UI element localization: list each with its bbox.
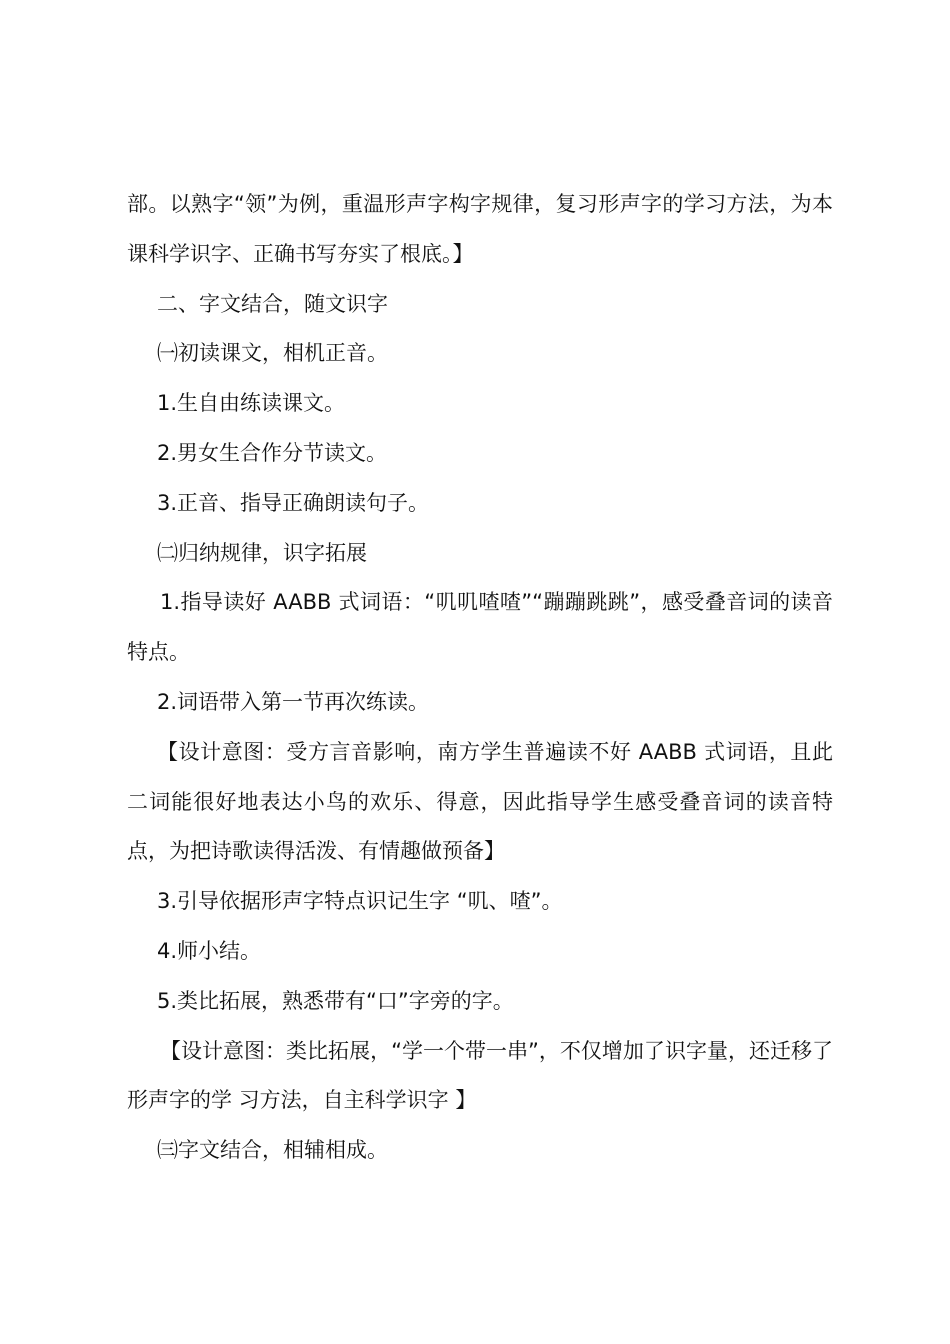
document-body [127,180,833,1176]
list-item: 1.指导读好 AABB 式词语：“叽叽喳喳”“蹦蹦跳跳”，感受叠音词的读音特点。 [127,590,833,665]
paragraph-design-intent: 【设计意图：受方言音影响，南方学生普遍读不好 AABB 式词语，且此二词能很好地表达小鸟的欢乐、得意，因此指导学生感受叠音词的读音特点，为把诗歌读得活泼、有情趣做预备】 [127,739,833,864]
paragraph-design-intent-continued: 部。以熟字“领”为例，重温形声字构字规律，复习形声字的学习方法，为本课科学识字、正确书写夯实了根底。】 [127,192,833,266]
list-item: 3.引导依据形声字特点识记生字 “叽、喳”。 [157,889,563,914]
list-item: 2.男女生合作分节读文。 [157,440,388,465]
list-item: 4.师小结。 [157,938,262,963]
section-heading-two: 二、字文结合，随文识字 [157,291,388,316]
list-item: 2.词语带入第一节再次练读。 [157,689,430,714]
list-item: 1.生自由练读课文。 [157,391,346,416]
subheading-one: ㈠初读课文，相机正音。 [157,341,388,366]
list-item: 5.类比拓展，熟悉带有“口”字旁的字。 [157,988,514,1013]
paragraph-design-intent: 【设计意图：类比拓展，“学一个带一串”，不仅增加了识字量，还迁移了形声字的学 习方法，自主科学识字 】 [127,1038,833,1113]
subheading-two: ㈡归纳规律，识字拓展 [157,540,367,565]
list-item: 3.正音、指导正确朗读句子。 [157,490,430,515]
subheading-three: ㈢字文结合，相辅相成。 [157,1138,388,1163]
